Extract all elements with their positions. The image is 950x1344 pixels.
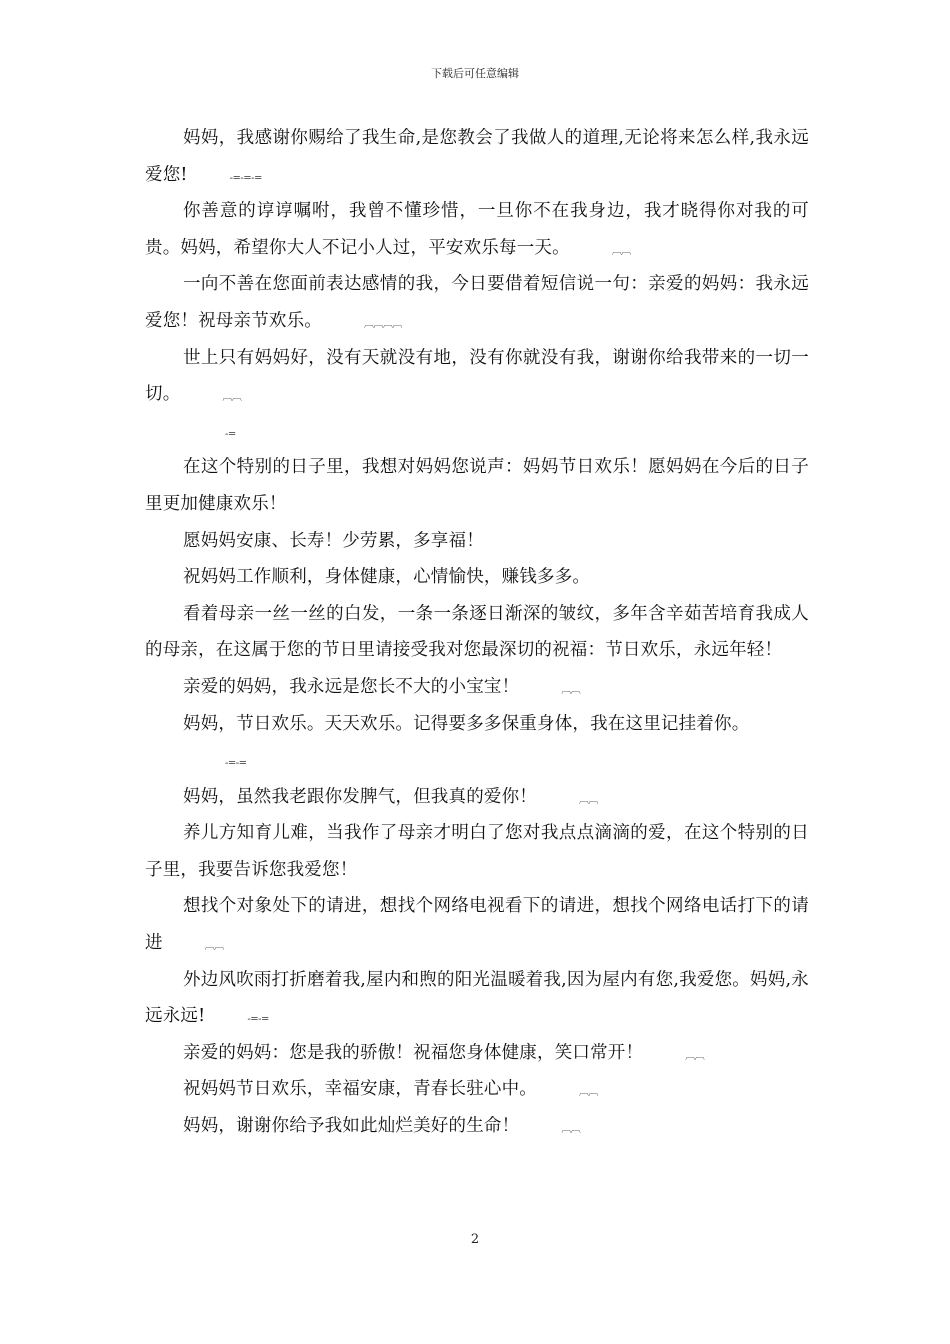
paragraph bbox=[145, 888, 809, 961]
decorative-mark: ︹︹ bbox=[561, 1124, 581, 1136]
page-header: 下载后可任意编辑 bbox=[431, 67, 519, 80]
paragraph-text: 养儿方知育儿难，当我作了母亲才明白了您对我点点滴滴的爱，在这个特别的日子里，我要告诉您我爱您！ bbox=[145, 823, 809, 880]
paragraph-text: 亲爱的妈妈，我永远是您长不大的小宝宝！ bbox=[183, 676, 520, 697]
paragraph bbox=[145, 449, 809, 522]
decorative-mark: -=-=-= bbox=[229, 172, 262, 184]
decorative-mark: ︹︹ bbox=[685, 1050, 705, 1062]
decorative-mark: ︹︹︹︹ bbox=[364, 318, 402, 330]
paragraph-text: 你善意的谆谆嘱咐，我曾不懂珍惜，一旦你不在我身边，我才晓得你对我的可贵。妈妈，希望你大人不记小人过，平安欢乐每一天。 bbox=[145, 201, 809, 258]
paragraph bbox=[145, 120, 809, 193]
paragraph bbox=[145, 1071, 809, 1108]
paragraph bbox=[145, 706, 809, 743]
decorative-mark: ︹︹ bbox=[611, 245, 631, 257]
paragraph-text: 妈妈，虽然我老跟你发脾气，但我真的爱你！ bbox=[183, 786, 537, 807]
paragraph-text: 想找个对象处下的请进，想找个网络电视看下的请进，想找个网络电话打下的请进 bbox=[145, 896, 809, 954]
paragraph bbox=[145, 340, 809, 413]
decorative-mark: -=-= bbox=[225, 758, 247, 770]
paragraph bbox=[145, 596, 809, 669]
paragraph-text: 世上只有妈妈好，没有天就没有地，没有你就没有我，谢谢你给我带来的一切一切。 bbox=[145, 347, 809, 405]
paragraph bbox=[145, 1108, 809, 1145]
paragraph bbox=[145, 669, 809, 706]
paragraph-text: 愿妈妈安康、长寿！少劳累，多享福！ bbox=[183, 530, 484, 551]
paragraph-text: 妈妈，谢谢你给予我如此灿烂美好的生命！ bbox=[183, 1116, 520, 1137]
paragraph bbox=[145, 1035, 809, 1072]
decorative-mark: ︹︹ bbox=[579, 1087, 598, 1099]
paragraph-text: 看着母亲一丝一丝的白发，一条一条逐日渐深的皱纹，多年含辛茹苦培育我成人的母亲，在这属于您的节日里请接受我对您最深切的祝福：节日欢乐，永远年轻！ bbox=[145, 603, 809, 661]
paragraph bbox=[145, 193, 809, 266]
paragraph bbox=[145, 523, 809, 560]
decorative-mark: -=-= bbox=[247, 1014, 269, 1026]
paragraph-text: 一向不善在您面前表达感情的我，今日要借着短信说一句：亲爱的妈妈：我永远爱您！祝母亲节欢乐。 bbox=[145, 274, 809, 331]
paragraph-text: 祝妈妈工作顺利，身体健康，心情愉快，赚钱多多。 bbox=[183, 567, 591, 588]
page-number: 2 bbox=[470, 1232, 480, 1247]
paragraph bbox=[145, 266, 809, 339]
paragraph bbox=[145, 413, 809, 450]
paragraph-text: 妈妈，我感谢你赐给了我生命,是您教会了我做人的道理,无论将来怎么样,我永远爱您! bbox=[145, 128, 809, 185]
paragraph-text: 亲爱的妈妈：您是我的骄傲！祝福您身体健康，笑口常开！ bbox=[183, 1042, 644, 1063]
paragraph bbox=[145, 815, 809, 888]
decorative-mark: ︹︹ bbox=[204, 941, 224, 953]
decorative-mark: ︹︹ bbox=[561, 684, 581, 696]
document-body bbox=[145, 120, 809, 1145]
decorative-mark: ︹︹ bbox=[222, 392, 242, 404]
paragraph-text: 妈妈，节日欢乐。天天欢乐。记得要多多保重身体，我在这里记挂着你。 bbox=[183, 713, 750, 734]
decorative-mark: -= bbox=[225, 428, 236, 440]
paragraph bbox=[145, 742, 809, 779]
paragraph bbox=[145, 559, 809, 596]
paragraph bbox=[145, 779, 809, 816]
paragraph-text: 祝妈妈节日欢乐，幸福安康，青春长驻心中。 bbox=[183, 1079, 537, 1100]
decorative-mark: ︹︹ bbox=[579, 794, 598, 806]
paragraph-text: 外边风吹雨打折磨着我,屋内和煦的阳光温暖着我,因为屋内有您,我爱您。妈妈,永远永远! bbox=[145, 969, 809, 1027]
paragraph-text: 在这个特别的日子里，我想对妈妈您说声：妈妈节日欢乐！愿妈妈在今后的日子里更加健康欢乐！ bbox=[145, 457, 809, 514]
paragraph bbox=[145, 962, 809, 1035]
